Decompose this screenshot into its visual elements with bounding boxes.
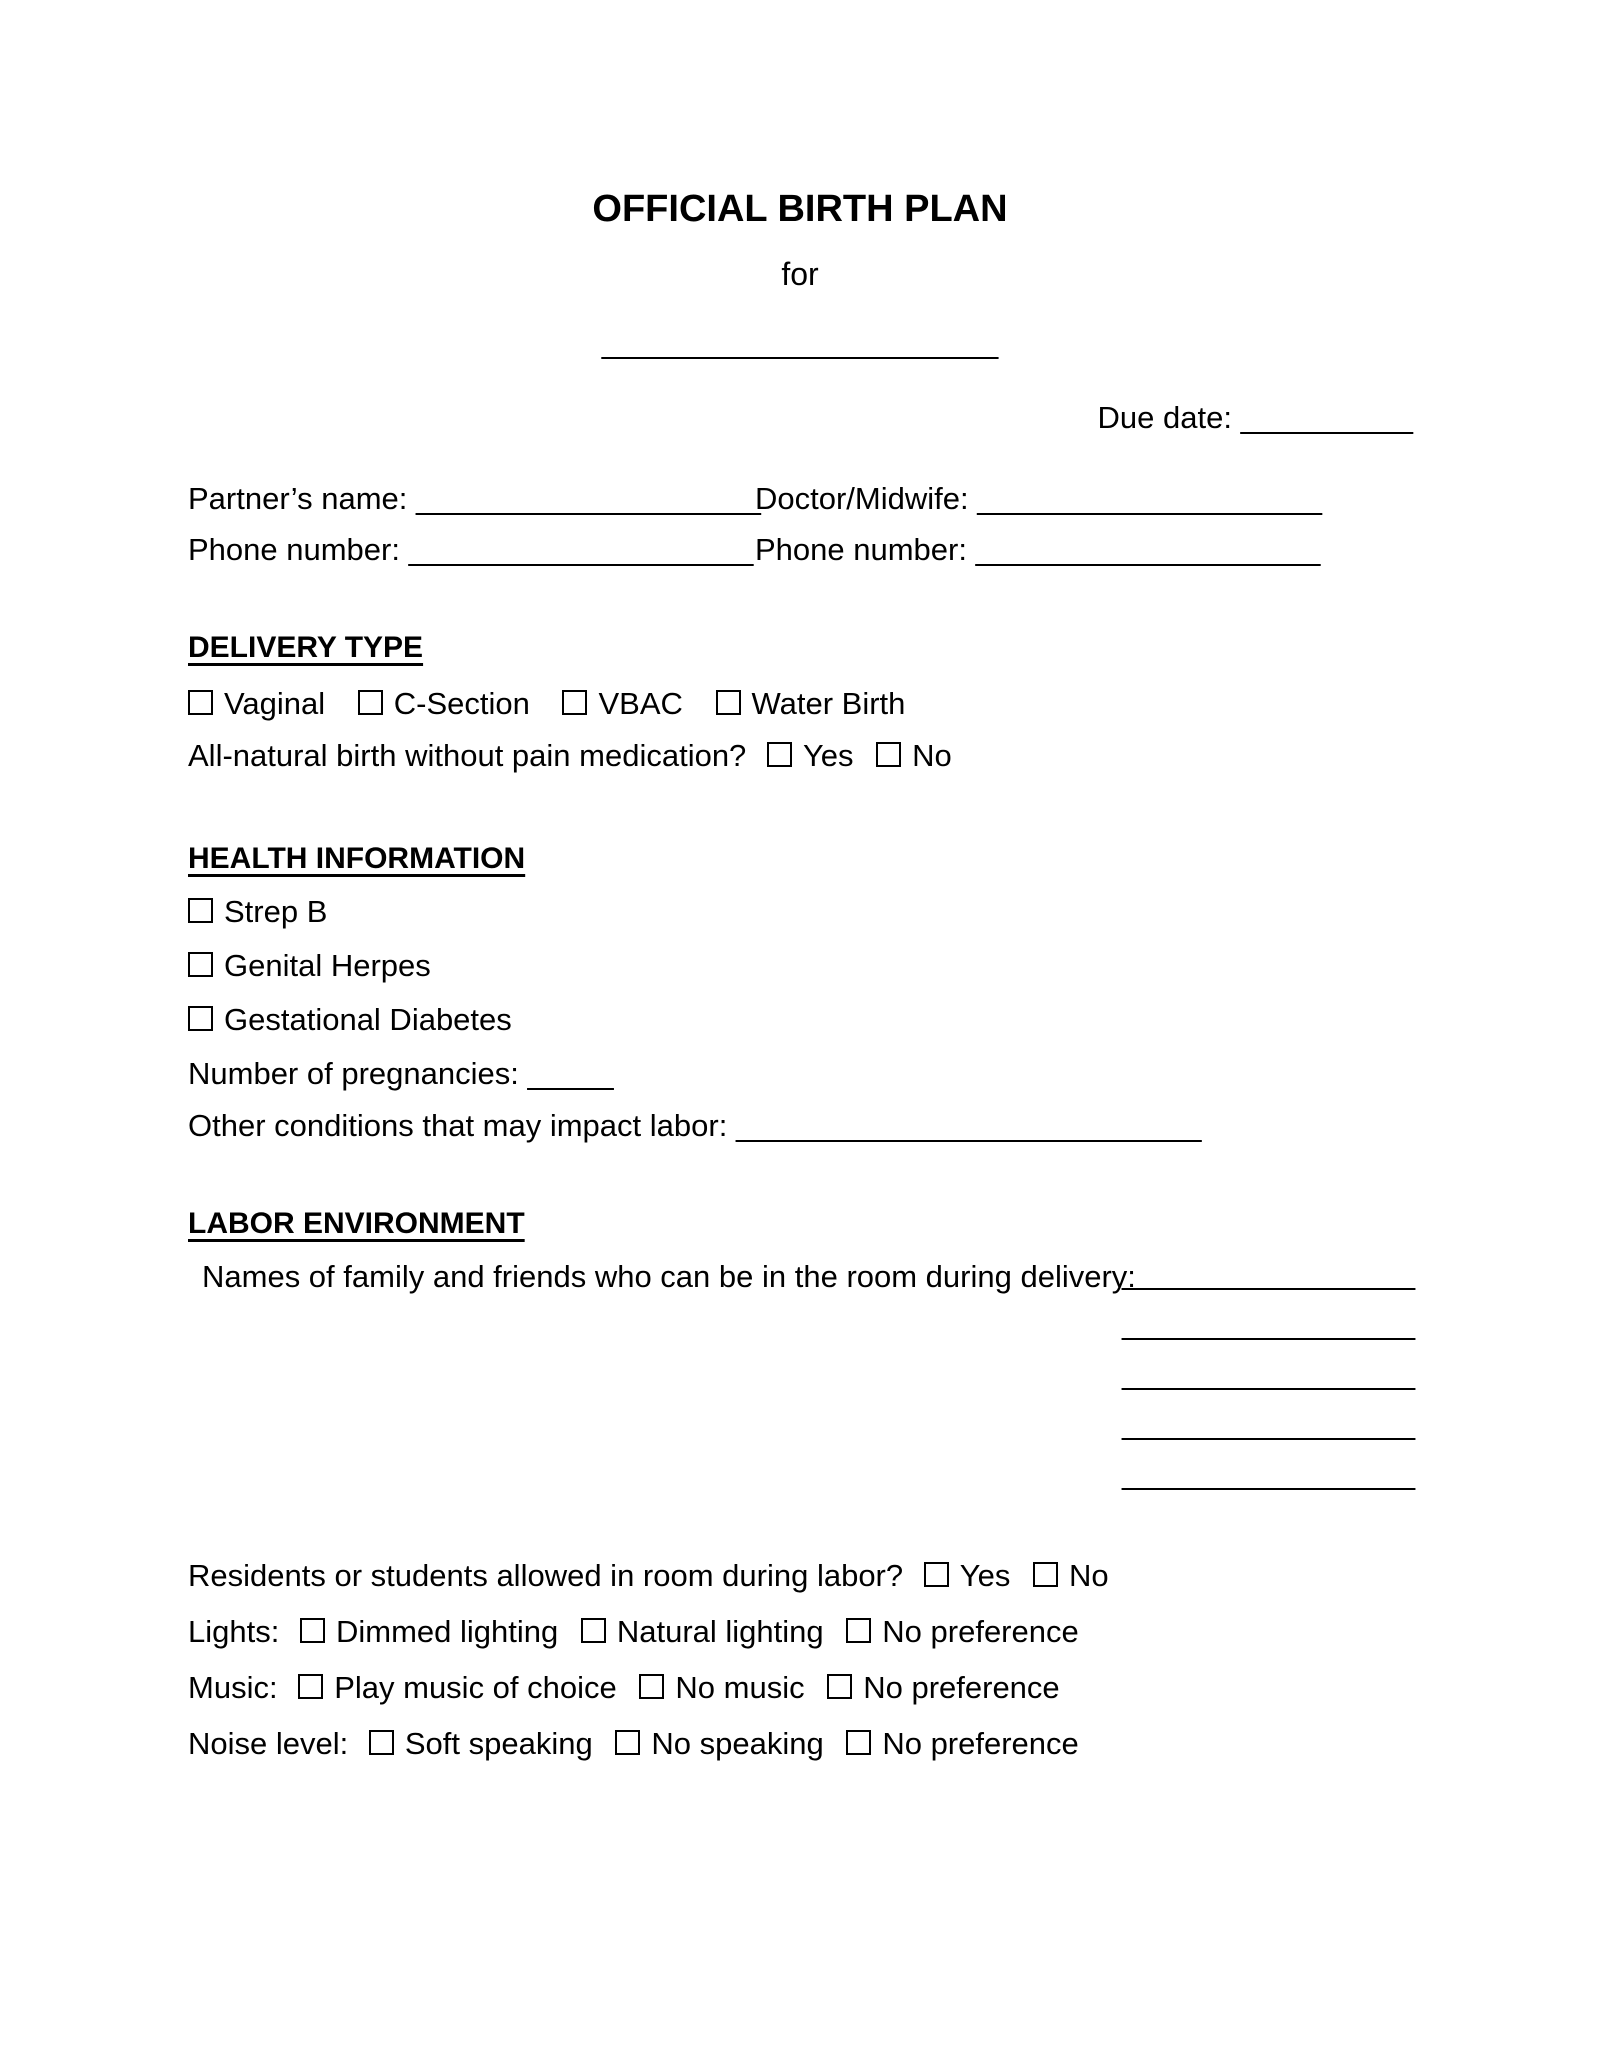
pregnancies-row	[188, 1058, 614, 1089]
option-music-no-preference	[827, 1670, 1059, 1705]
family-name-blank-line[interactable]: _________________	[1122, 1456, 1416, 1491]
checkbox-lights-no-preference[interactable]	[846, 1618, 871, 1643]
option-c-section	[358, 686, 530, 721]
partner-phone-label: Phone number:	[188, 532, 400, 567]
checkbox-no-speaking[interactable]	[615, 1730, 640, 1755]
partner-phone-blank-line[interactable]: ____________________	[408, 532, 754, 567]
checkbox-noise-no-preference[interactable]	[846, 1730, 871, 1755]
option-soft-speaking	[369, 1726, 593, 1761]
doctor-phone-label: Phone number:	[755, 532, 967, 567]
option-water-birth	[716, 686, 906, 721]
checkbox-soft-speaking[interactable]	[369, 1730, 394, 1755]
music-label: Music:	[188, 1670, 278, 1705]
option-natural-lighting	[581, 1614, 824, 1649]
option-water-birth-label: Water Birth	[751, 686, 906, 721]
family-name-blank-line[interactable]: _________________	[1122, 1406, 1416, 1441]
option-natural-no	[876, 738, 952, 773]
contact-row-phones	[188, 532, 1321, 567]
option-noise-no-preference	[846, 1726, 1078, 1761]
due-date-label: Due date:	[1097, 400, 1232, 435]
partner-name-label: Partner’s name:	[188, 481, 408, 516]
option-soft-speaking-label: Soft speaking	[404, 1726, 593, 1761]
due-date-blank-line[interactable]: __________	[1240, 400, 1413, 435]
option-vbac-label: VBAC	[598, 686, 683, 721]
option-no-speaking-label: No speaking	[651, 1726, 824, 1761]
checkbox-residents-yes[interactable]	[924, 1562, 949, 1587]
checkbox-no-music[interactable]	[639, 1674, 664, 1699]
pregnancies-label: Number of pregnancies:	[188, 1056, 519, 1091]
checkbox-natural-lighting[interactable]	[581, 1618, 606, 1643]
option-natural-no-label: No	[912, 738, 952, 773]
music-row	[188, 1672, 1060, 1703]
option-residents-no-label: No	[1068, 1558, 1109, 1593]
option-noise-no-preference-label: No preference	[882, 1726, 1079, 1761]
checkbox-c-section[interactable]	[358, 690, 383, 715]
checkbox-water-birth[interactable]	[716, 690, 741, 715]
gestational-diabetes-label: Gestational Diabetes	[224, 1002, 512, 1037]
doctor-phone-blank-line[interactable]: ____________________	[975, 532, 1321, 567]
strep-b-label: Strep B	[224, 894, 328, 929]
health-condition-row	[188, 1004, 512, 1035]
family-name-blank-line[interactable]: _________________	[1122, 1356, 1416, 1391]
lights-row	[188, 1616, 1079, 1647]
subtitle-for: for	[781, 256, 819, 292]
option-natural-yes-label: Yes	[802, 738, 854, 773]
family-names-label: Names of family and friends who can be in the room during delivery:	[202, 1259, 1136, 1294]
checkbox-play-music[interactable]	[298, 1674, 323, 1699]
checkbox-natural-no[interactable]	[876, 742, 901, 767]
checkbox-dimmed-lighting[interactable]	[300, 1618, 325, 1643]
option-play-music-label: Play music of choice	[334, 1670, 617, 1705]
option-residents-no	[1033, 1558, 1109, 1593]
checkbox-vaginal[interactable]	[188, 690, 213, 715]
section-heading-labor-environment: LABOR ENVIRONMENT	[188, 1207, 525, 1240]
option-dimmed-lighting-label: Dimmed lighting	[335, 1614, 559, 1649]
section-heading-delivery-type: DELIVERY TYPE	[188, 631, 424, 664]
health-condition-row	[188, 896, 327, 927]
other-conditions-blank-line[interactable]: ___________________________	[735, 1108, 1202, 1143]
page-title: OFFICIAL BIRTH PLAN	[592, 188, 1008, 230]
lights-label: Lights:	[188, 1614, 280, 1649]
all-natural-question: All-natural birth without pain medication?	[188, 738, 747, 773]
residents-question: Residents or students allowed in room during labor?	[188, 1558, 904, 1593]
other-conditions-row	[188, 1110, 1201, 1141]
checkbox-music-no-preference[interactable]	[827, 1674, 852, 1699]
option-residents-yes	[924, 1558, 1011, 1593]
all-natural-question-row	[188, 740, 952, 771]
other-conditions-label: Other conditions that may impact labor:	[188, 1108, 728, 1143]
option-play-music	[298, 1670, 617, 1705]
family-name-blank-line[interactable]: _________________	[1122, 1256, 1416, 1291]
doctor-midwife-blank-line[interactable]: ____________________	[977, 481, 1323, 516]
contact-row-names	[188, 481, 1323, 516]
doctor-midwife-label: Doctor/Midwife:	[755, 481, 969, 516]
health-condition-row	[188, 950, 431, 981]
option-residents-yes-label: Yes	[959, 1558, 1011, 1593]
family-name-blank-line[interactable]: _________________	[1122, 1306, 1416, 1341]
family-names-blank-lines	[1122, 1249, 1422, 1499]
option-c-section-label: C-Section	[393, 686, 530, 721]
genital-herpes-label: Genital Herpes	[224, 948, 431, 983]
option-vaginal-label: Vaginal	[224, 686, 326, 721]
checkbox-gestational-diabetes[interactable]	[188, 1006, 213, 1031]
option-vaginal	[188, 686, 325, 721]
checkbox-strep-b[interactable]	[188, 898, 213, 923]
delivery-type-options	[188, 688, 929, 719]
option-vbac	[562, 686, 682, 721]
option-natural-yes	[767, 738, 854, 773]
option-natural-lighting-label: Natural lighting	[616, 1614, 824, 1649]
checkbox-residents-no[interactable]	[1033, 1562, 1058, 1587]
option-lights-no-preference	[846, 1614, 1078, 1649]
option-no-music	[639, 1670, 804, 1705]
section-heading-health-information: HEALTH INFORMATION	[188, 842, 526, 875]
option-no-speaking	[615, 1726, 823, 1761]
noise-level-label: Noise level:	[188, 1726, 349, 1761]
pregnancies-blank-line[interactable]: _____	[527, 1056, 614, 1091]
checkbox-vbac[interactable]	[562, 690, 587, 715]
partner-name-blank-line[interactable]: ____________________	[416, 481, 761, 516]
name-blank-line[interactable]: _______________________	[601, 325, 999, 360]
noise-row	[188, 1728, 1079, 1759]
checkbox-natural-yes[interactable]	[767, 742, 792, 767]
checkbox-genital-herpes[interactable]	[188, 952, 213, 977]
option-dimmed-lighting	[300, 1614, 558, 1649]
option-lights-no-preference-label: No preference	[882, 1614, 1079, 1649]
option-music-no-preference-label: No preference	[863, 1670, 1060, 1705]
option-no-music-label: No music	[675, 1670, 805, 1705]
residents-question-row	[188, 1560, 1109, 1591]
due-date-row	[1098, 402, 1413, 433]
